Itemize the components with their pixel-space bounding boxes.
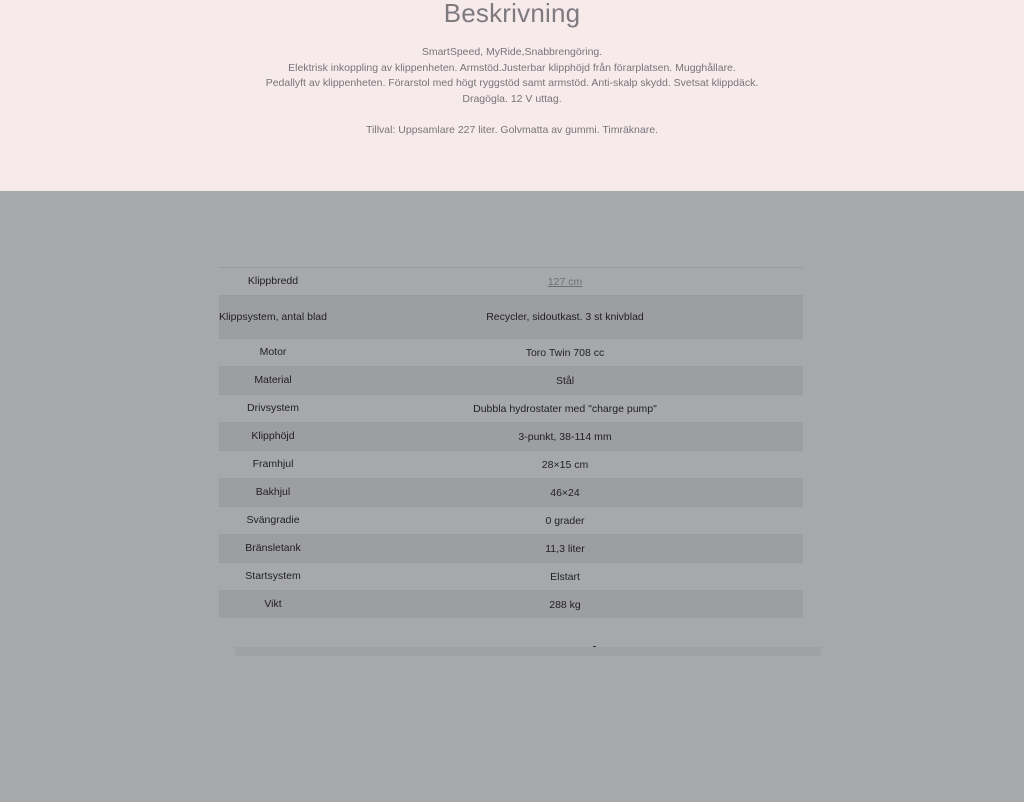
spec-label: Klippbredd xyxy=(247,275,299,287)
spec-label: Material xyxy=(254,374,292,386)
spec-row-material xyxy=(219,367,803,395)
spec-value: 46×24 xyxy=(550,486,580,499)
spec-value: 3-punkt, 38-114 mm xyxy=(518,430,612,443)
spec-row-bransletank xyxy=(219,535,803,563)
spec-row-svangradie xyxy=(219,507,803,535)
spec-row-startsystem xyxy=(219,563,803,591)
spec-value: Elstart xyxy=(550,570,580,583)
spec-label: Startsystem xyxy=(245,570,301,582)
description-line: Pedallyft av klippenheten. Förarstol med högt ryggstöd samt armstöd. Anti-skalp skydd. Svetsat klippdäck. xyxy=(265,77,759,89)
specifications-table xyxy=(219,267,803,618)
spec-value: Stål xyxy=(555,374,575,387)
spec-label: Bränsletank xyxy=(245,542,301,554)
spec-label: Vikt xyxy=(264,598,282,610)
spec-label: Klippsystem, antal blad xyxy=(219,310,327,323)
spec-row-klippbredd xyxy=(219,268,803,296)
spec-value: 0 grader xyxy=(545,514,585,527)
spec-value: 28×15 cm xyxy=(541,458,589,471)
accessories-text: Tillval: Uppsamlare 227 liter. Golvmatta av gummi. Timräknare. xyxy=(366,123,658,136)
spec-label: Svängradie xyxy=(246,514,300,526)
spec-value: Toro Twin 708 cc xyxy=(525,346,605,359)
spec-row-motor xyxy=(219,339,803,367)
spec-row-bakhjul xyxy=(219,479,803,507)
description-section xyxy=(0,0,1024,191)
bottom-divider-strip xyxy=(235,647,821,656)
spec-label: Framhjul xyxy=(252,458,294,470)
description-body xyxy=(0,45,1024,138)
spec-row-klipphojd xyxy=(219,423,803,451)
paragraph-spacer xyxy=(0,107,1024,123)
spec-value: 11,3 liter xyxy=(545,542,585,555)
spec-value: Recycler, sidoutkast. 3 st knivblad xyxy=(486,311,644,323)
spec-row-drivsystem xyxy=(219,395,803,423)
spec-value-link[interactable]: 127 cm xyxy=(547,275,583,288)
spec-row-klippsystem xyxy=(219,296,803,339)
spec-label: Klipphöjd xyxy=(251,430,295,442)
spec-value: Dubbla hydrostater med "charge pump" xyxy=(473,402,657,415)
description-line: SmartSpeed, MyRide,Snabbrengöring. xyxy=(421,46,603,58)
spec-value: 288 kg xyxy=(549,598,581,611)
spec-row-framhjul xyxy=(219,451,803,479)
spec-label: Bakhjul xyxy=(255,486,291,498)
spec-row-vikt xyxy=(219,591,803,619)
spec-label: Motor xyxy=(259,346,287,358)
description-title: Beskrivning xyxy=(443,0,581,28)
spec-value xyxy=(327,268,803,296)
spec-label: Drivsystem xyxy=(247,402,299,414)
divider-marker xyxy=(593,646,596,647)
description-line: Dragögla. 12 V uttag. xyxy=(462,92,562,105)
description-line: Elektrisk inkoppling av klippenheten. Armstöd.Justerbar klipphöjd från förarplatsen. Mugghållare. xyxy=(288,61,736,74)
